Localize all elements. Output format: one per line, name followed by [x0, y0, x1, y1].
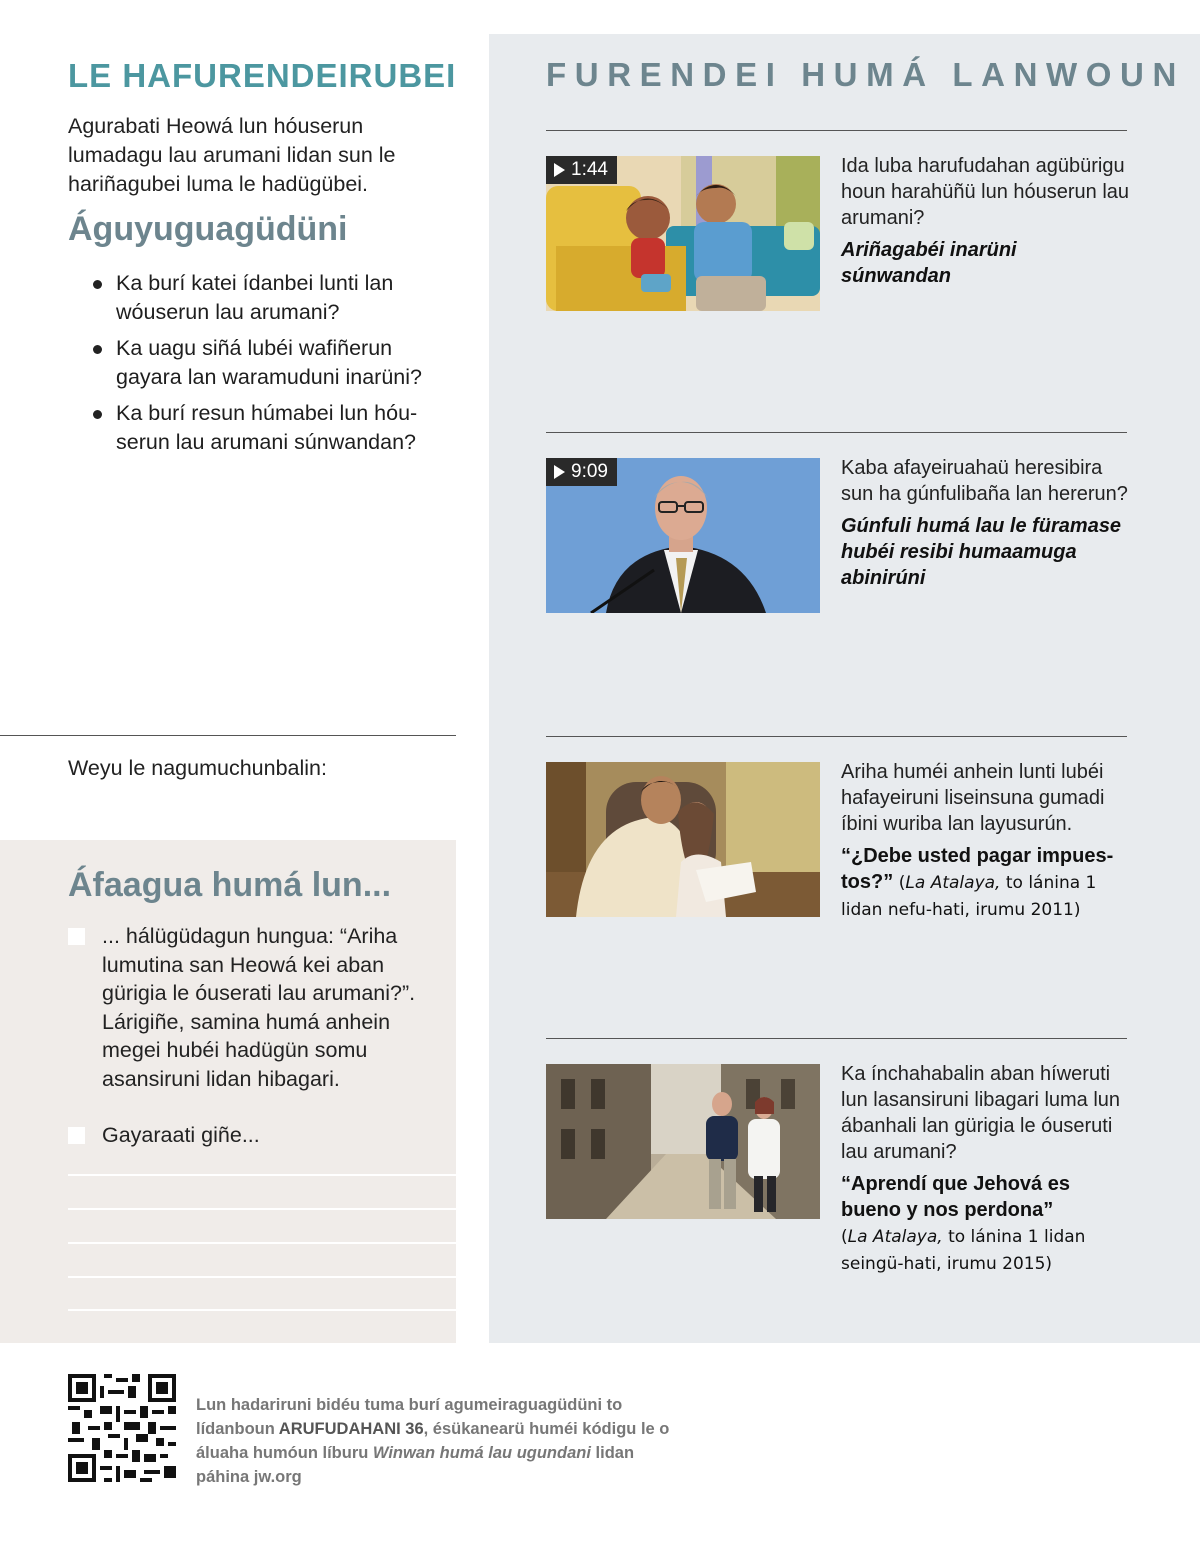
couple-paperwork-image [546, 762, 820, 917]
divider [546, 130, 1127, 131]
right-title: FURENDEI HUMÁ LANWOUN [546, 56, 1185, 93]
notes-label: Weyu le nagumuchunbalin: [68, 756, 327, 780]
article-reference[interactable]: “¿Debe usted pagar impuestos?” (La Atalaya, to lánina 1 lidan nefu-hati, irumu 2011) [841, 845, 1114, 920]
publication-name: La Atalaya, [905, 873, 1001, 893]
video-info [841, 153, 1131, 289]
divider [546, 1038, 1127, 1039]
checklist-item[interactable] [68, 1121, 438, 1150]
divider [546, 432, 1127, 433]
writing-line[interactable] [68, 1174, 456, 1176]
video-question: Kaba afayeiruahaü heresibira sun ha gúnfulibaña lan hererun? [841, 457, 1128, 505]
checkbox[interactable] [68, 928, 85, 945]
article-title[interactable]: “Aprendí que Jehová es bueno y nos perdona” [841, 1173, 1070, 1221]
questions-heading: Águyuguagüdüni [68, 210, 348, 248]
list-item: Ka burí katei ídanbei lunti lan wóuserun lau arumani? [90, 269, 460, 327]
book-title: Winwan humá lau ugundani [372, 1444, 591, 1462]
play-icon [554, 465, 565, 479]
checklist-item[interactable] [68, 922, 438, 1093]
practice-title: Áfaagua humá lun... [68, 866, 392, 904]
publication-name: La Atalaya, [847, 1227, 943, 1247]
video-title[interactable]: Ariñagabéi inarüni súnwandan [841, 239, 1017, 287]
article-photo[interactable] [546, 762, 820, 917]
couple-walking-image [546, 1064, 820, 1219]
article-photo[interactable] [546, 1064, 820, 1219]
article-question: Ariha huméi anhein lunti lubéi hafayeiruni liseinsuna gumadi íbini wuriba lan layusurún. [841, 761, 1105, 835]
video-info [841, 455, 1131, 591]
article-reference[interactable]: “Aprendí que Jehová es bueno y nos perdona” (La Atalaya, to lánina 1 lidan seingü-hati, irumu 2015) [841, 1173, 1086, 1274]
duration-badge: 1:44 [546, 156, 617, 184]
video-thumbnail[interactable] [546, 458, 820, 613]
divider [546, 736, 1127, 737]
question-list [90, 269, 460, 464]
left-intro: Agurabati Heowá lun hóuserun lumadagu lau arumani lidan sun le hariñagubei luma le hadügübei. [68, 114, 396, 196]
video-title[interactable]: Gúnfuli humá lau le füramase hubéi resibi humaamuga abinirúni [841, 515, 1122, 589]
video-thumbnail[interactable] [546, 156, 820, 311]
list-item: Ka burí resun húmabei lun hóuserun lau arumani súnwandan? [90, 399, 460, 457]
checkbox[interactable] [68, 1127, 85, 1144]
qr-code-icon[interactable] [68, 1374, 176, 1482]
article-info [841, 759, 1131, 923]
divider [0, 735, 456, 736]
writing-line[interactable] [68, 1276, 456, 1278]
duration-badge: 9:09 [546, 458, 617, 486]
bullet-icon [93, 280, 102, 289]
list-item: Ka uagu siñá lubéi wafiñerun gayara lan waramuduni inarüni? [90, 334, 460, 392]
left-title: LE HAFURENDEIRUBEI [68, 57, 457, 94]
checklist-item-text: Gayaraati giñe... [102, 1123, 260, 1147]
bullet-icon [93, 345, 102, 354]
footer-text: Lun hadariruni bidéu tuma burí agumeiraguagüdüni to lídanboun ARUFUDAHANI 36, ésükanearü huméi kódigu le o áluaha humóun líburu Winwan humá lau ugundani lidan páhina jw.org [196, 1396, 670, 1486]
video-question: Ida luba harufudahan agübürigu houn harahüñü lun hóuserun lau arumani? [841, 155, 1130, 229]
article-title[interactable]: “¿Debe usted pagar impuestos?” [841, 845, 1114, 893]
writing-line[interactable] [68, 1242, 456, 1244]
article-question: Ka ínchahabalin aban híweruti lun lasansiruni libagari luma lun ábanhali lan gürigia le óuseruti lau arumani? [841, 1063, 1121, 1163]
bullet-icon [93, 410, 102, 419]
writing-line[interactable] [68, 1309, 456, 1311]
publication-date: to lánina 1 lidan nefu-hati, irumu 2011) [841, 873, 1097, 920]
publication-date: to lánina 1 lidan seingü-hati, irumu 2015) [841, 1227, 1086, 1274]
article-info [841, 1061, 1131, 1277]
writing-line[interactable] [68, 1208, 456, 1210]
checklist-item-text: ... hálügüdagun hungua: “Ariha lumutina san Heowá kei aban gürigia le óuserati lau arumani?”. Lárigiñe, samina humá anhein megei hubéi hadügün somu asansiruni lidan hibagari. [102, 924, 416, 1091]
play-icon [554, 163, 565, 177]
lesson-reference: ARUFUDAHANI 36 [278, 1420, 424, 1438]
